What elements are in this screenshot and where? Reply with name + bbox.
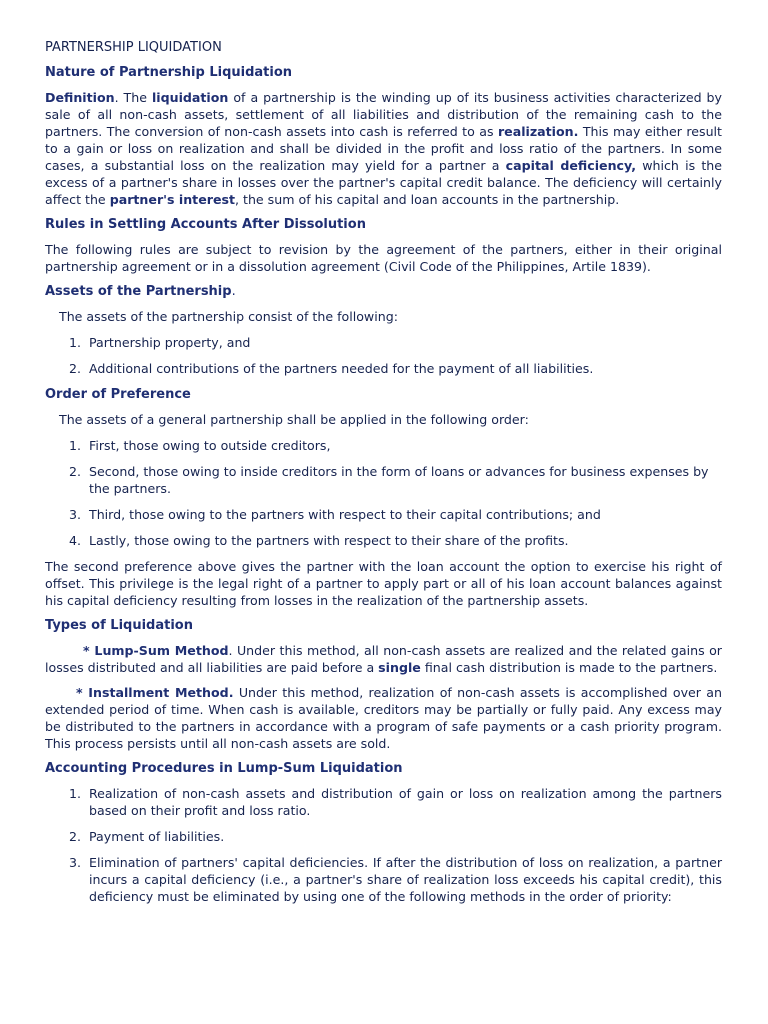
assets-intro: The assets of the partnership consist of the following:: [59, 309, 398, 324]
text-run: . Under this method, all non-cash assets are realized and the related gains or losses distributed and all liabilities are paid before a: [45, 643, 722, 675]
heading-procedures: Accounting Procedures in Lump-Sum Liquidation: [45, 761, 403, 776]
term-definition: Definition: [45, 90, 115, 105]
list-number: 3.: [69, 507, 82, 522]
list-number: 2.: [69, 464, 82, 479]
term-capital-deficiency: capital deficiency,: [505, 158, 637, 173]
term-partners-interest: partner's interest: [109, 192, 235, 207]
heading-rules: Rules in Settling Accounts After Dissolution: [45, 217, 366, 232]
list-item: [45, 828, 722, 845]
list-number: 2.: [69, 361, 82, 376]
list-number: 4.: [69, 533, 82, 548]
offset-paragraph: The second preference above gives the partner with the loan account the option to exercise his right of offset. This privilege is the legal right of a partner to apply part or all of his loan account balances against his capital deficiency resulting from losses in the realization of the partnership assets.: [45, 559, 722, 608]
heading-nature: Nature of Partnership Liquidation: [45, 65, 293, 80]
heading-assets: [45, 283, 722, 300]
list-text: Lastly, those owing to the partners with respect to their share of the profits.: [89, 533, 569, 548]
list-text: Elimination of partners' capital deficiencies. If after the distribution of loss on realization, a partner incurs a capital deficiency (i.e., a partner's share of realization loss exceeds his capital credit), this deficiency must be eliminated by using one of the following methods in the order of priority:: [89, 855, 722, 904]
list-text: First, those owing to outside creditors,: [89, 438, 331, 453]
list-item: [45, 785, 722, 819]
order-intro: The assets of a general partnership shall be applied in the following order:: [59, 412, 529, 427]
list-text: Payment of liabilities.: [89, 829, 225, 844]
list-number: 3.: [69, 855, 82, 870]
text-run: of a partnership is the winding up of its business activities characterized by sale of all non-cash assets, settlement of all liabilities and distribution of the remaining cash to the partners. The conversion of non-cash assets into cash is referred to as: [45, 90, 722, 139]
list-text: Second, those owing to inside creditors in the form of loans or advances for business expenses by the partners.: [89, 464, 709, 496]
list-number: 1.: [69, 438, 82, 453]
term-installment: * Installment Method.: [76, 685, 234, 700]
list-number: 1.: [69, 335, 82, 350]
list-number: 2.: [69, 829, 82, 844]
list-item: [45, 463, 722, 497]
list-text: Realization of non-cash assets and distribution of gain or loss on realization among the partners based on their profit and loss ratio.: [89, 786, 722, 818]
text-run: . The: [114, 90, 152, 105]
heading-assets-text: Assets of the Partnership: [45, 284, 232, 299]
list-item: [45, 437, 722, 454]
rules-paragraph: The following rules are subject to revision by the agreement of the partners, either in their original partnership agreement or in a dissolution agreement (Civil Code of the Philippines, Artile 1839).: [45, 242, 722, 274]
list-item: [45, 360, 722, 377]
heading-types: Types of Liquidation: [45, 618, 193, 633]
definition-paragraph: [45, 89, 722, 208]
document-title: PARTNERSHIP LIQUIDATION: [45, 40, 222, 55]
heading-order: Order of Preference: [45, 387, 191, 402]
text-run: , the sum of his capital and loan accounts in the partnership.: [235, 192, 620, 207]
heading-assets-period: .: [231, 284, 236, 299]
installment-paragraph: [45, 684, 722, 752]
list-item: [45, 532, 722, 549]
text-run: final cash distribution is made to the partners.: [420, 660, 718, 675]
text-run: This may either result to a gain or loss on realization and shall be divided in the profit and loss ratio of the partners. In some cases, a substantial loss on the realization may yield for a partner a: [45, 124, 722, 173]
order-list: [45, 437, 722, 549]
document-body: [45, 39, 722, 914]
procedures-list: [45, 785, 722, 905]
term-single: single: [378, 660, 421, 675]
text-run: Under this method, realization of non-cash assets is accomplished over an extended period of time. When cash is available, creditors may be partially or fully paid. Any excess may be distributed to the partners in accordance with a program of safe payments or a cash priority program. This process persists until all non-cash assets are sold.: [45, 685, 722, 751]
list-number: 1.: [69, 786, 82, 801]
term-realization: realization.: [497, 124, 579, 139]
term-liquidation: liquidation: [151, 90, 229, 105]
list-item: [45, 854, 722, 905]
list-item: [45, 334, 722, 351]
list-text: Third, those owing to the partners with respect to their capital contributions; and: [89, 507, 601, 522]
lump-sum-paragraph: [45, 642, 722, 676]
text-run: which is the excess of a partner's share in losses over the partner's capital credit balance. The deficiency will certainly affect the: [45, 158, 722, 207]
assets-list: [45, 334, 722, 377]
term-lump-sum: * Lump-Sum Method: [83, 643, 229, 658]
list-text: Additional contributions of the partners needed for the payment of all liabilities.: [89, 361, 594, 376]
list-text: Partnership property, and: [89, 335, 251, 350]
list-item: [45, 506, 722, 523]
